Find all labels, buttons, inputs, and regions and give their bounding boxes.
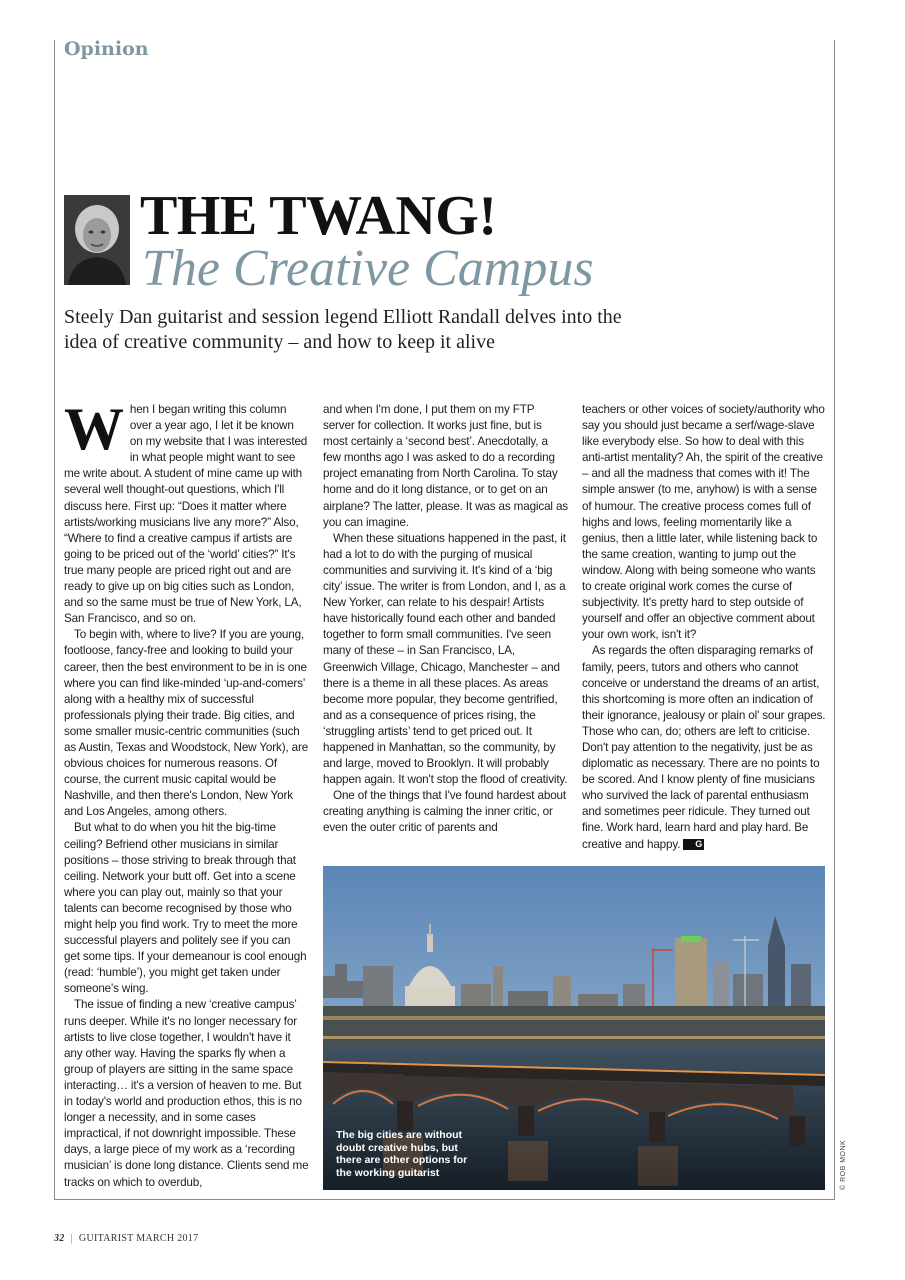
standfirst: Steely Dan guitarist and session legend Elliott Randall delves into the idea of creative community – and how to keep it alive (64, 306, 622, 353)
paragraph: As regards the often disparaging remarks of family, peers, tutors and others who cannot conceive or understand the dreams of an artist, this shortcoming is more often an indication of their ignorance, jealousy or plain ol' sour grapes. Those who can, do; others are left to criticise. Don't pay attention to the negativity, just be as diplomatic as necessary. There are no points to be scored. And I know plenty of fine musicians who survived the lack of parental enthusiasm and sometimes peer ridicule. They turned out fine. Work hard, learn hard and play hard. Be creative and happy. G (582, 644, 826, 851)
frame-left-rule (54, 40, 55, 1200)
footer-separator: | (70, 1233, 73, 1244)
author-portrait (64, 195, 130, 285)
headline-subtitle: The Creative Campus (142, 240, 594, 297)
frame-bottom-rule (54, 1199, 835, 1200)
paragraph: teachers or other voices of society/authority who say you should just became a serf/wage-slave like everybody else. So how to deal with this anti-artist mentality? Ah, the spirit of the creative – and all the madness that comes with it! The simple answer (to me, anyhow) is with a sense of humour. The creative process comes full of highs and lows, feeling momentarily like a genius, then a little later, while listening back to the same creation, wanting to jump out the window. Along with being someone who wants to create original work comes the curse of subjectivity. It's pretty hard to step outside of yourself and offer an objective comment about your own work, isn't it? (582, 403, 825, 642)
paragraph: But what to do when you hit the big-time ceiling? Befriend other musicians in similar positions – those striving to break through that ceiling. Network your butt off. Get into a scene where you can play out, mainly so that your talents can become recognised by those who might help you find work. Try to meet the more successful players and politely see if you can get some tips. If your demeanour is cool enough (read: ‘humble’), you might get taken under someone's wing. (64, 821, 307, 996)
body-column-2 (323, 402, 568, 837)
paragraph: One of the things that I've found hardest about creating anything is calming the inner critic, or even the outer critic of parents and (323, 789, 566, 835)
section-label: Opinion (64, 38, 149, 60)
paragraph: When I began writing this column over a year ago, I let it be known on my website that I was interested in what people might want to see me write about. A student of mine came up with several well thought-out questions, which I'll discuss here. First up: “Does it matter where artists/working musicians live any more?” Also, “Where to find a creative campus if artists are going to be priced out of the ‘world’ cities?” It's true many people are priced right out and are ready to give up on big cities such as London, and so the same must be true of New York, LA, San Francisco, and so on. (64, 396, 308, 626)
body-column-3 (582, 402, 827, 853)
photo-credit: © ROB MONK (840, 1139, 847, 1190)
end-mark-icon: G (683, 839, 704, 850)
paragraph: The issue of finding a new ‘creative campus’ runs deeper. While it's no longer necessary for artists to live close together, I wouldn't have it any other way. Having the sparks fly when a group of players are sitting in the same space interacting… it's a version of heaven to me. But in today's world and production ethos, this is no longer a necessity, and in some cases impractical, if not downright impossible. These days, a large piece of my work as a ‘recording musician’ is done long distance. Clients send me tracks on which to overdub, (64, 998, 309, 1189)
frame-right-rule (834, 40, 835, 1200)
photo-caption: The big cities are without doubt creative hubs, but there are other options for the working guitarist (336, 1129, 468, 1179)
body-column-1 (64, 396, 309, 1191)
paragraph: To begin with, where to live? If you are young, footloose, fancy-free and looking to build your career, then the best environment to be in is one where you can find like-minded ‘up-and-comers’ along with a healthy mix of successful professionals plying their trade. Big cities, and some smaller music-centric communities (such as Austin, Texas and Woodstock, New York), are obvious choices for numerous reasons. Of course, the current music capital would be Nashville, and then there's London, New York and Los Angeles, among others. (64, 628, 309, 819)
drop-cap: W (64, 396, 124, 462)
paragraph: and when I'm done, I put them on my FTP server for collection. It works just fine, but is most certainly a ‘second best’. Anecdotally, a few months ago I was asked to do a recording project emanating from North Carolina. To stay home and do it long distance, or to get on an airplane? The latter, please. It was as magical as you can imagine. (323, 403, 569, 529)
page-footer (54, 1233, 198, 1244)
page-number: 32 (54, 1233, 65, 1244)
publication-issue: GUITARIST MARCH 2017 (78, 1233, 199, 1244)
headline: THE TWANG! (140, 185, 497, 247)
paragraph: When these situations happened in the past, it had a lot to do with the purging of musical communities and surviving it. It's kind of a ‘big city’ issue. The writer is from London, and I, as a New Yorker, can relate to his despair! Artists have historically found each other and banded together to form small communities. I've seen many of these – in San Francisco, LA, Greenwich Village, Chicago, Manchester – and there is a theme in all these places. As areas become more popular, they become gentrified, and as a consequence of prices rising, the ‘struggling artists’ tend to get priced out. It happened in Manhattan, so the community, by and large, moved to Brooklyn. It will probably happen again. It won't stop the flood of creativity. (323, 531, 568, 787)
